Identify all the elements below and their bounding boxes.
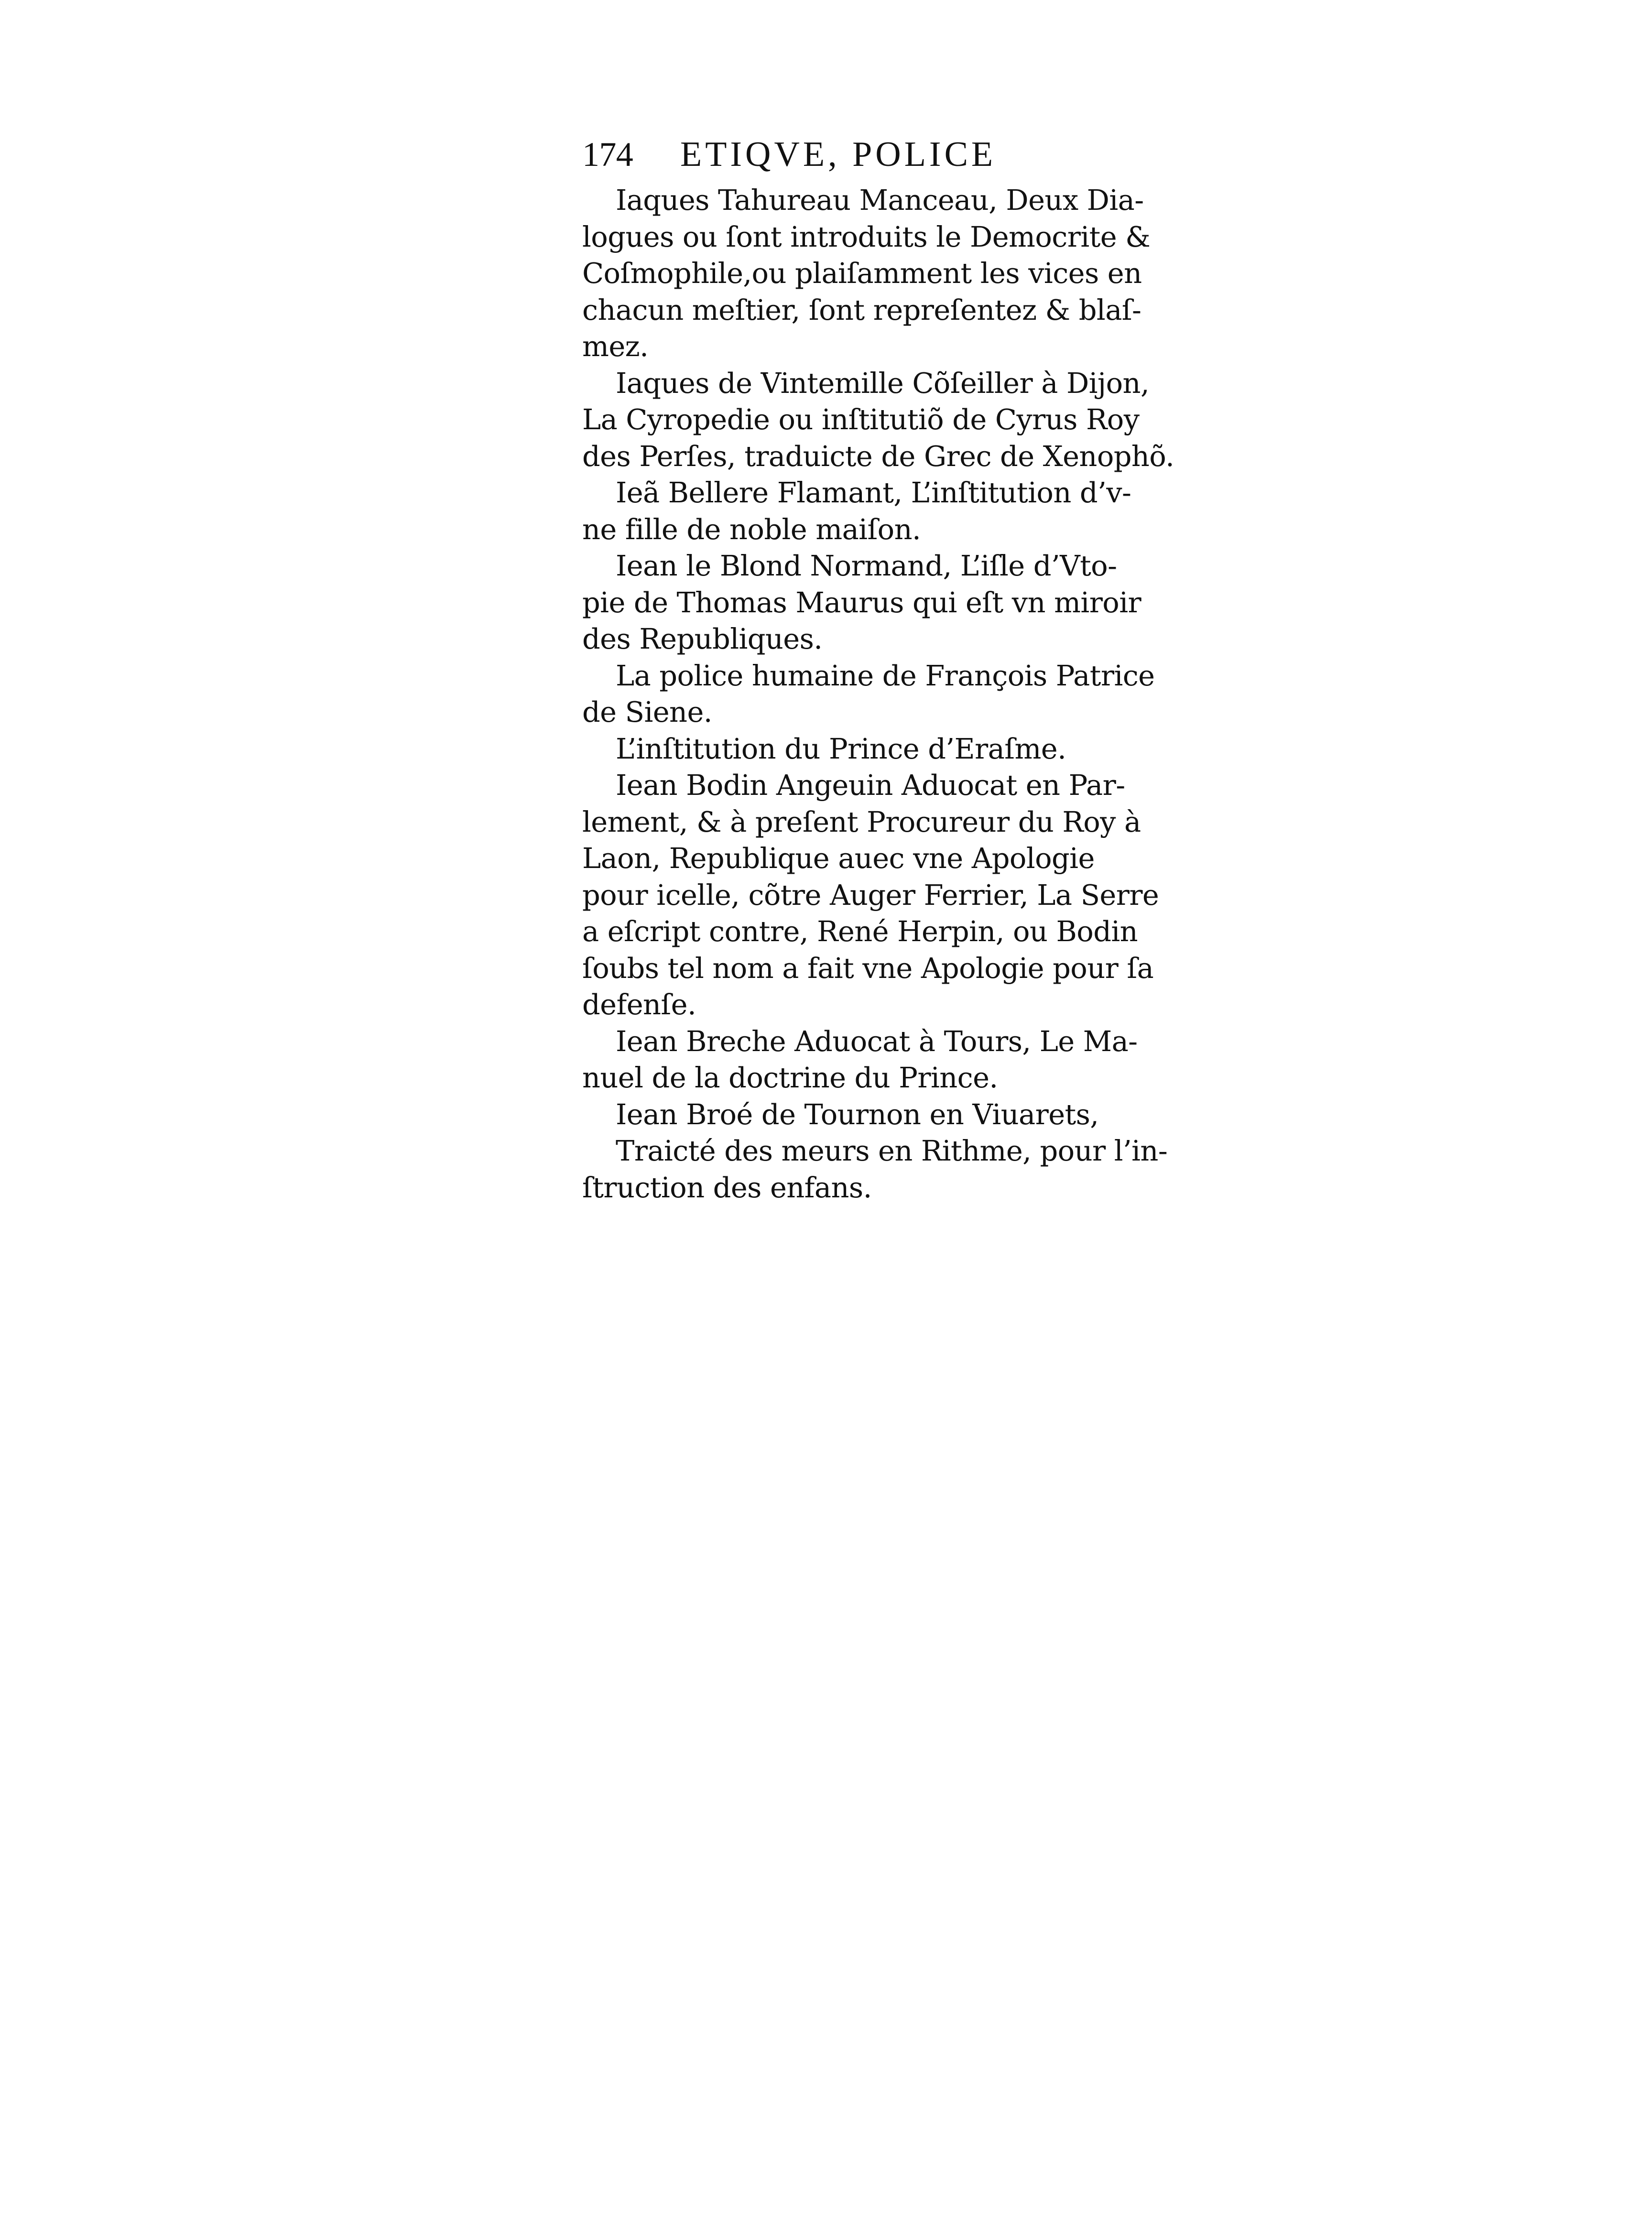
page-number: 174 — [582, 135, 633, 174]
text-line: lement, & à preſent Procureur du Roy à — [582, 805, 1141, 838]
text-line: defenſe. — [582, 988, 696, 1021]
text-line: Iaques Tahureau Manceau, Deux Dia- — [616, 184, 1144, 217]
text-line: mez. — [582, 330, 649, 363]
text-line: ne fille de noble maiſon. — [582, 512, 921, 546]
text-line: Iean Breche Aduocat à Tours, Le Ma- — [616, 1024, 1138, 1058]
text-line: Ieã Bellere Flamant, L’inſtitution d’v- — [616, 476, 1131, 509]
text-line: ſtruction des enfans. — [582, 1171, 872, 1204]
text-line: nuel de la doctrine du Prince. — [582, 1061, 998, 1094]
text-line: de Siene. — [582, 695, 712, 728]
text-line: pie de Thomas Maurus qui eſt vn miroir — [582, 586, 1141, 619]
running-head: ETIQVE, POLICE — [680, 135, 997, 174]
text-line: Laon, Republique auec vne Apologie — [582, 842, 1095, 875]
text-line: Iean le Blond Normand, L’iſle d’Vto- — [616, 549, 1117, 582]
text-line: La Cyropedie ou inſtitutiõ de Cyrus Roy — [582, 403, 1140, 436]
text-line: La police humaine de François Patrice — [616, 659, 1155, 692]
text-line: des Republiques. — [582, 622, 823, 655]
text-line: pour icelle, cõtre Auger Ferrier, La Serre — [582, 878, 1159, 912]
text-block — [582, 127, 1174, 1206]
text-line: ſoubs tel nom a fait vne Apologie pour ſa — [582, 951, 1154, 985]
text-line: L’inſtitution du Prince d’Eraſme. — [616, 732, 1066, 765]
page-header — [582, 127, 1137, 182]
text-line: Iean Bodin Angeuin Aduocat en Par- — [616, 769, 1125, 802]
text-line: logues ou ſont introduits le Democrite & — [582, 220, 1151, 253]
text-line: Iean Broé de Tournon en Viuarets, — [616, 1097, 1099, 1131]
text-line: a eſcript contre, René Herpin, ou Bodin — [582, 915, 1138, 948]
body-text — [582, 182, 1174, 1206]
text-line: Coſmophile,ou plaiſamment les vices en — [582, 257, 1142, 290]
text-line: Iaques de Vintemille Cõſeiller à Dijon, — [616, 366, 1150, 400]
text-line: chacun meſtier, ſont repreſentez & blaſ- — [582, 293, 1141, 326]
text-line: des Perſes, traduicte de Grec de Xenophõ. — [582, 439, 1174, 473]
text-line: Traicté des meurs en Rithme, pour l’in- — [616, 1134, 1168, 1167]
